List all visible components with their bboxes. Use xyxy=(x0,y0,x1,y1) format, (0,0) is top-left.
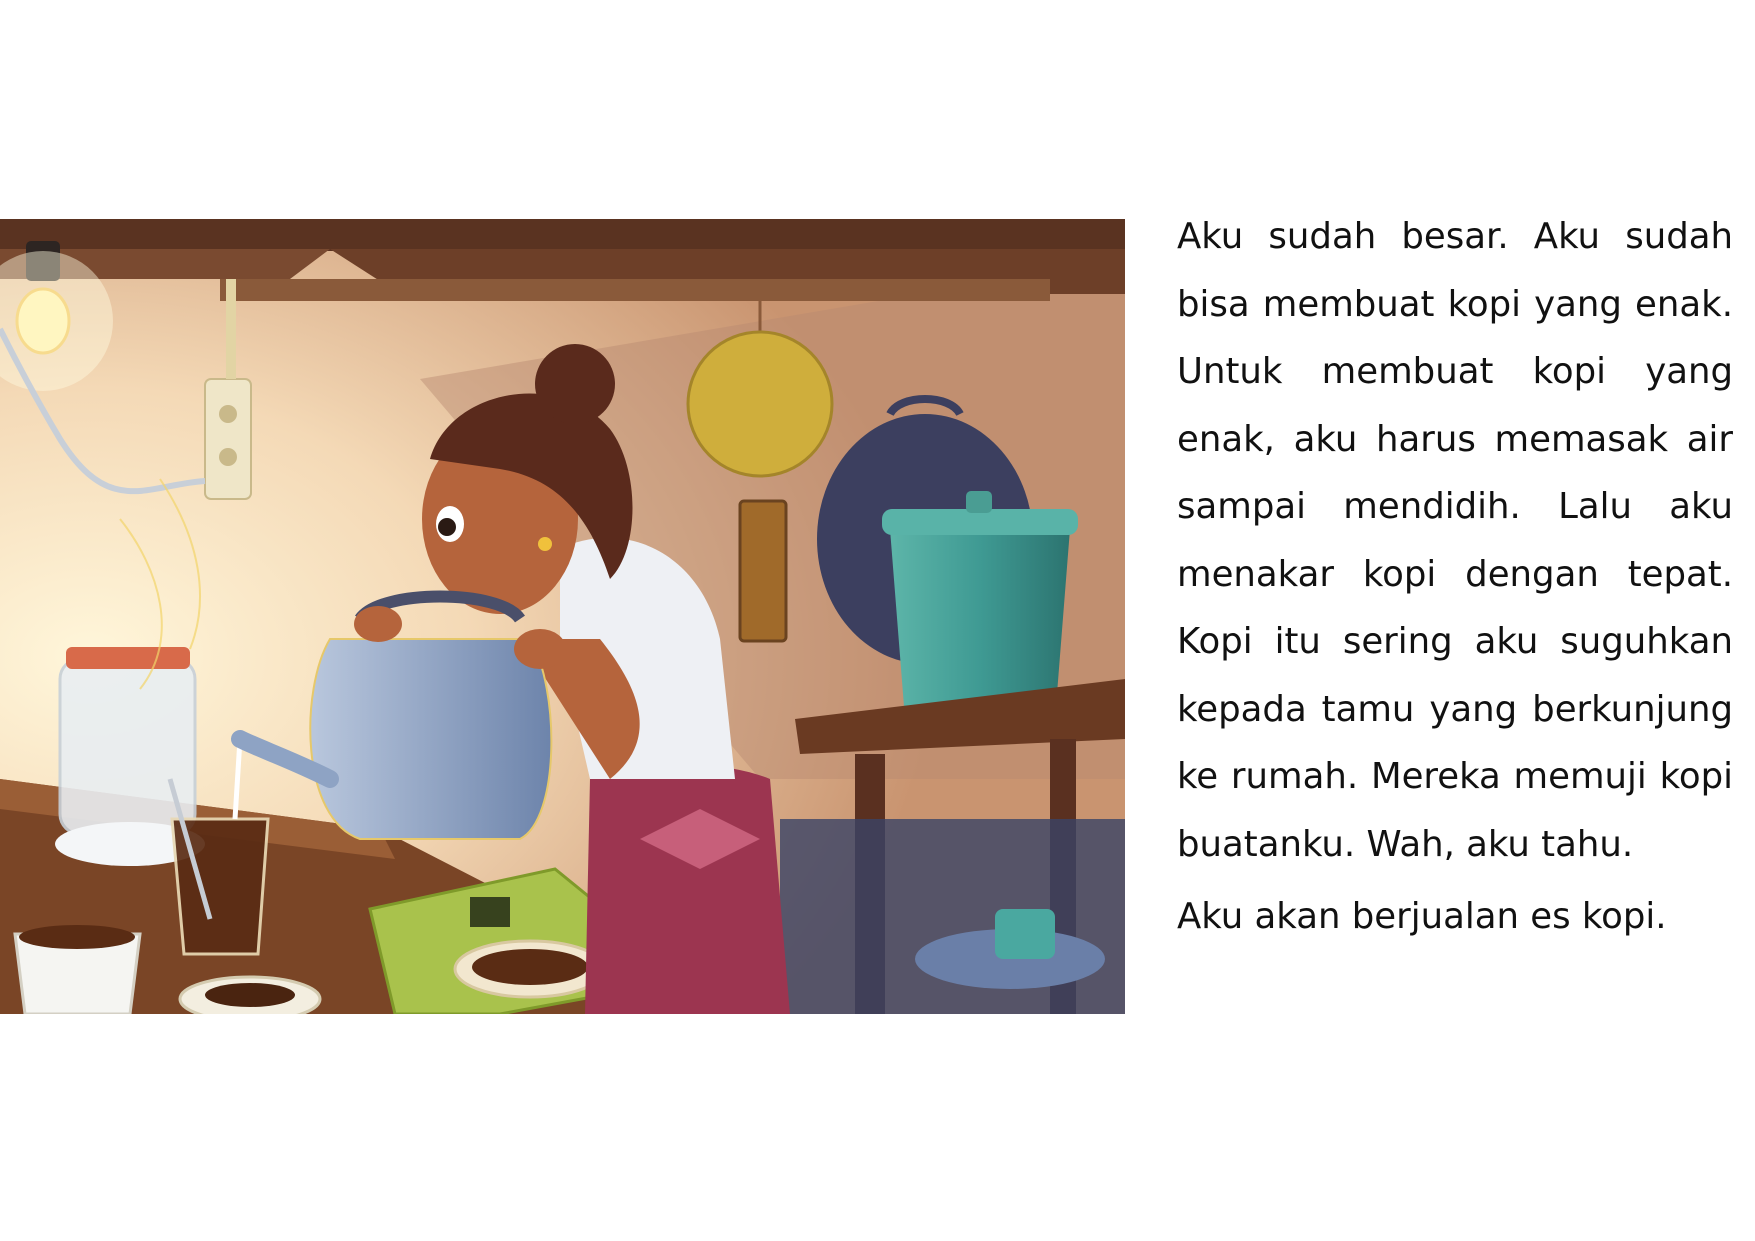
girl-hair-bun xyxy=(535,344,615,424)
socket-hole-bottom xyxy=(219,448,237,466)
coffee-bowl-contents xyxy=(472,949,588,985)
glass-jar xyxy=(60,659,195,834)
hanging-grater xyxy=(740,501,786,641)
kitchen-illustration xyxy=(0,219,1125,1014)
kitchen-scene xyxy=(0,219,1125,1014)
story-paragraph: Aku sudah besar. Aku sudah bisa membuat kopi yang enak. Untuk membuat kopi yang enak, aku harus memasak air sampai mendidih. Lalu aku menakar kopi dengan tepat. Kopi itu sering aku suguhkan kepada tamu yang berkunjung ke rumah. Mereka memuji kopi buatanku. Wah, aku tahu. xyxy=(1177,216,1733,865)
wall-socket xyxy=(205,379,251,499)
round-basket xyxy=(688,332,832,476)
floor-cup xyxy=(995,909,1055,959)
kettle xyxy=(310,639,551,839)
wall-pipe xyxy=(226,279,236,379)
ceiling-beam xyxy=(0,219,1125,251)
cup-right-coffee xyxy=(205,983,295,1007)
socket-hole-top xyxy=(219,405,237,423)
bucket-lid-knob xyxy=(966,491,992,513)
cup-left-coffee xyxy=(19,925,135,949)
girl-hand-lid xyxy=(354,606,402,642)
story-text xyxy=(1177,203,1733,951)
story-paragraph-closing: Aku akan berjualan es kopi. xyxy=(1177,896,1667,937)
jar-lid xyxy=(66,647,190,669)
girl-sarong xyxy=(585,764,790,1014)
girl-earring xyxy=(538,537,552,551)
girl-pupil xyxy=(438,518,456,536)
wall-beam xyxy=(220,279,1050,301)
girl-hand xyxy=(514,629,566,669)
coffee-bag-label xyxy=(470,897,510,927)
floor-shadow xyxy=(780,819,1125,1014)
